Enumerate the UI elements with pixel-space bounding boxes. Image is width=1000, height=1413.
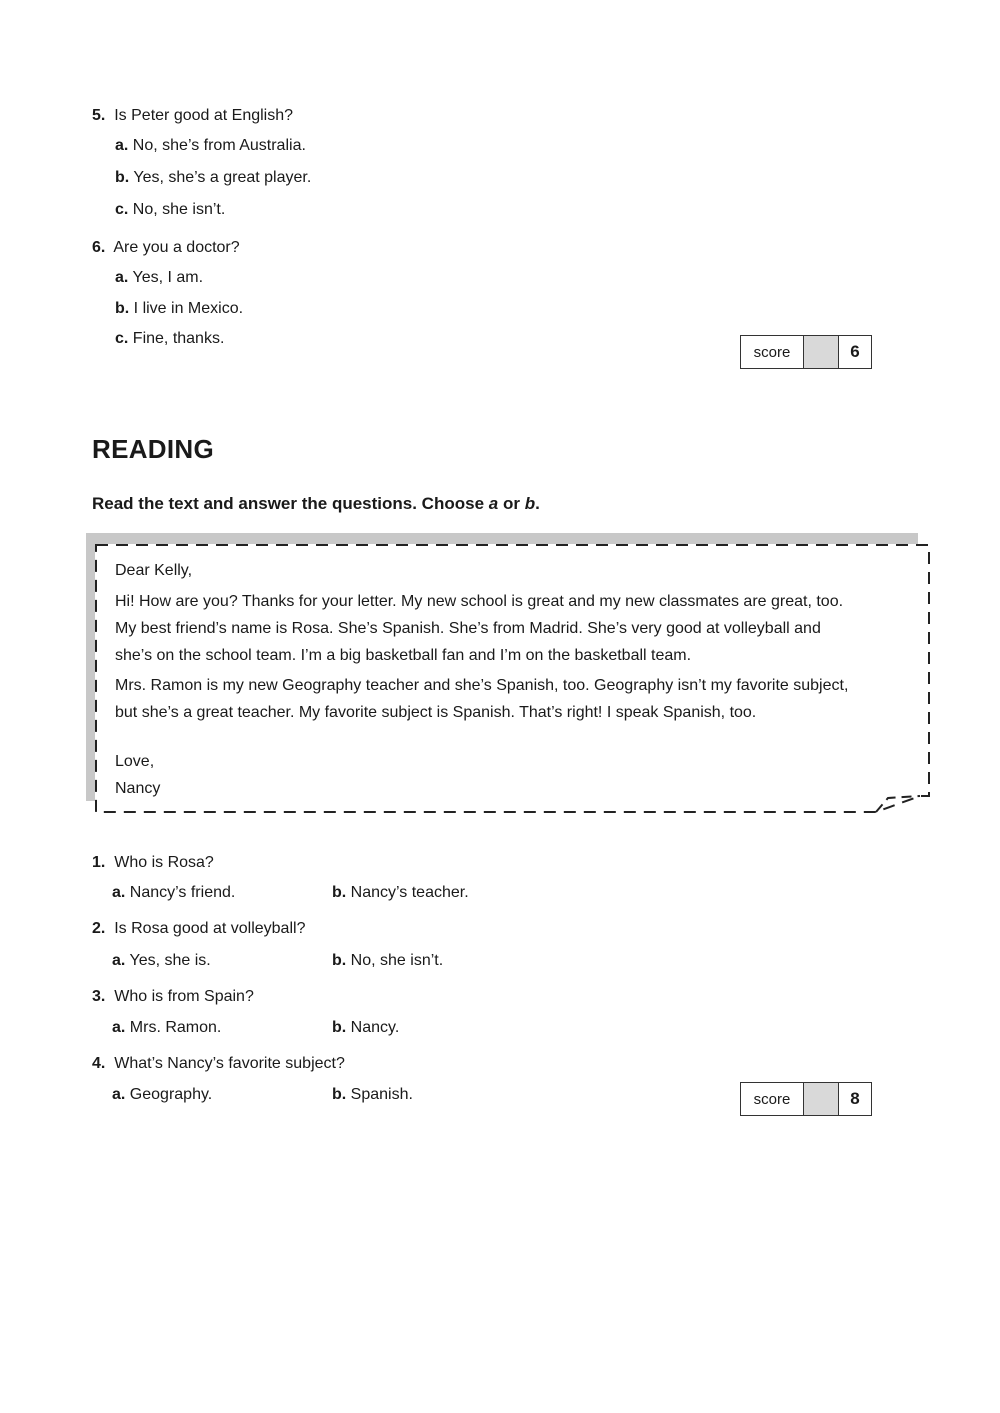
option-letter: c. (115, 201, 129, 218)
option-letter: b. (115, 300, 130, 317)
option-text: I live in Mexico. (133, 300, 244, 317)
option-3a[interactable] (112, 1018, 221, 1038)
reading-question-1 (92, 853, 214, 873)
score-max: 8 (850, 1089, 860, 1108)
option-letter: a. (115, 269, 129, 286)
option-text: Yes, she is. (129, 952, 211, 969)
question-text: Is Peter good at English? (114, 107, 294, 124)
score-entry-field[interactable] (804, 1083, 839, 1115)
letter-line: My best friend’s name is Rosa. She’s Spanish. She’s from Madrid. She’s very good at volleyball and (115, 620, 821, 637)
option-letter: a. (112, 884, 126, 901)
score-label: score (741, 1083, 804, 1115)
option-text: Mrs. Ramon. (129, 1019, 222, 1036)
option-letter: b. (332, 1086, 347, 1103)
option-letter: a. (115, 137, 129, 154)
option-4b[interactable] (332, 1085, 413, 1105)
reading-question-4 (92, 1054, 345, 1074)
option-text: No, she’s from Australia. (132, 137, 306, 154)
letter-signature: Nancy (115, 780, 161, 797)
option-letter: a. (112, 1019, 126, 1036)
question-text: Who is Rosa? (114, 854, 214, 871)
letter-closing: Love, (115, 753, 155, 770)
option-text: Geography. (129, 1086, 213, 1103)
question-number: 3. (92, 988, 106, 1005)
letter-line: Hi! How are you? Thanks for your letter. My new school is great and my new classmates are great, too. (115, 593, 844, 610)
instruction-or: or (502, 494, 520, 513)
option-text: Yes, I am. (132, 269, 204, 286)
question-text: Are you a doctor? (113, 239, 240, 256)
option-3b[interactable] (332, 1018, 399, 1038)
option-letter: b. (332, 1019, 347, 1036)
question-text: Who is from Spain? (114, 988, 254, 1005)
reading-question-2 (92, 919, 305, 939)
option-1b[interactable] (332, 883, 469, 903)
letter-greeting: Dear Kelly, (115, 562, 193, 579)
score-label: score (741, 336, 804, 368)
letter-line: but she’s a great teacher. My favorite subject is Spanish. That’s right! I speak Spanish, too. (115, 704, 757, 721)
option-4a[interactable] (112, 1085, 212, 1105)
question-number: 6. (92, 239, 106, 256)
option-letter: b. (332, 952, 347, 969)
instruction-end: . (535, 494, 540, 513)
reading-question-3 (92, 987, 254, 1007)
option-text: Fine, thanks. (132, 330, 225, 347)
question-number: 1. (92, 854, 106, 871)
letter-line: Mrs. Ramon is my new Geography teacher and she’s Spanish, too. Geography isn’t my favorite subject, (115, 677, 849, 694)
option-2b[interactable] (332, 951, 443, 971)
option-letter: a. (112, 952, 126, 969)
option-1a[interactable] (112, 883, 235, 903)
option-text: Nancy’s teacher. (350, 884, 469, 901)
score-box-2 (740, 1082, 872, 1116)
option-text: Spanish. (350, 1086, 413, 1103)
option-letter: a. (112, 1086, 126, 1103)
option-letter: b. (115, 169, 130, 186)
question-number: 2. (92, 920, 106, 937)
option-letter: b. (332, 884, 347, 901)
score-max: 6 (850, 342, 860, 361)
option-text: Yes, she’s a great player. (133, 169, 312, 186)
question-number: 5. (92, 107, 106, 124)
question-number: 4. (92, 1055, 106, 1072)
instruction-a: a (488, 494, 499, 513)
question-text: What’s Nancy’s favorite subject? (114, 1055, 345, 1072)
option-text: Nancy’s friend. (129, 884, 236, 901)
option-text: No, she isn’t. (350, 952, 444, 969)
letter-line: she’s on the school team. I’m a big basketball fan and I’m on the basketball team. (115, 647, 692, 664)
option-text: Nancy. (350, 1019, 400, 1036)
instruction-text: Read the text and answer the questions. Choose (92, 494, 485, 513)
option-letter: c. (115, 330, 129, 347)
option-text: No, she isn’t. (132, 201, 226, 218)
question-text: Is Rosa good at volleyball? (114, 920, 306, 937)
option-2a[interactable] (112, 951, 211, 971)
section-title: READING (92, 434, 214, 464)
instruction-b: b (524, 494, 536, 513)
